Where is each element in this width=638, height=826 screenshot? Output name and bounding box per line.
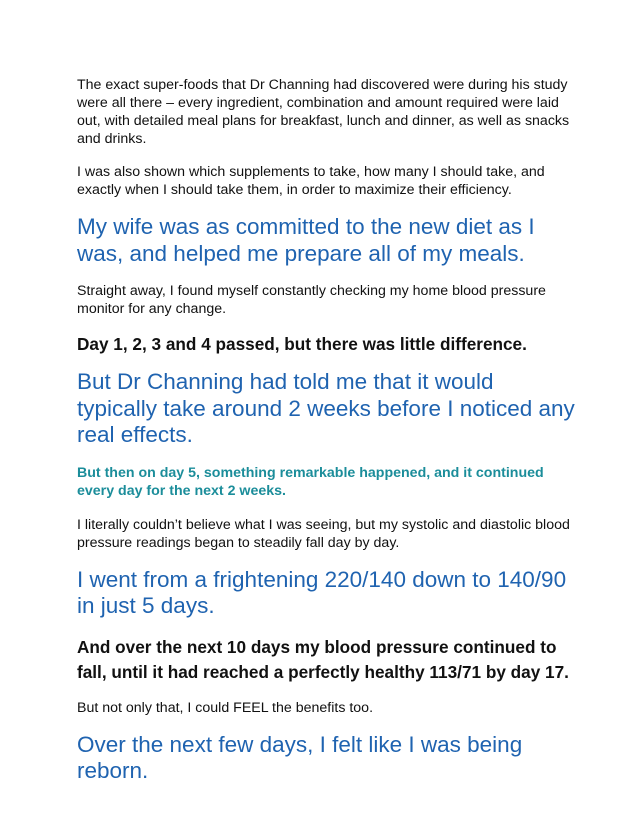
paragraph-feel-benefits: But not only that, I could FEEL the benefits too. (77, 699, 374, 716)
heading-reborn: Over the next few days, I felt like I was being reborn. (77, 731, 523, 783)
paragraph-healthy-reading: And over the next 10 days my blood pressure continued to fall, until it had reached a perfectly healthy 113/71 by day 17. (77, 636, 569, 682)
paragraph-supplements: I was also shown which supplements to take, how many I should take, and exactly when I should take them, in order to maximize their efficiency. (77, 164, 545, 198)
heading-wife-committed: My wife was as committed to the new diet as I was, and helped me prepare all of my meals. (77, 214, 535, 266)
paragraph-day-five: But then on day 5, something remarkable happened, and it continued every day for the next 2 weeks. (77, 464, 544, 499)
heading-two-weeks: But Dr Channing had told me that it would typically take around 2 weeks before I noticed any real effects. (77, 369, 575, 447)
paragraph-checking-monitor: Straight away, I found myself constantly checking my home blood pressure monitor for any change. (77, 283, 546, 317)
heading-pressure-drop: I went from a frightening 220/140 down to 140/90 in just 5 days. (77, 566, 567, 618)
paragraph-super-foods: The exact super-foods that Dr Channing had discovered were during his study were all there – every ingredient, combination and amount required were laid out, with detailed meal plans for breakfast, lunch and dinner, as well as snacks and drinks. (77, 77, 570, 147)
heading-days-passed: Day 1, 2, 3 and 4 passed, but there was little difference. (77, 334, 527, 354)
document-page (77, 76, 577, 800)
paragraph-readings-fall: I literally couldn’t believe what I was seeing, but my systolic and diastolic blood pressure readings began to steadily fall day by day. (77, 516, 570, 551)
